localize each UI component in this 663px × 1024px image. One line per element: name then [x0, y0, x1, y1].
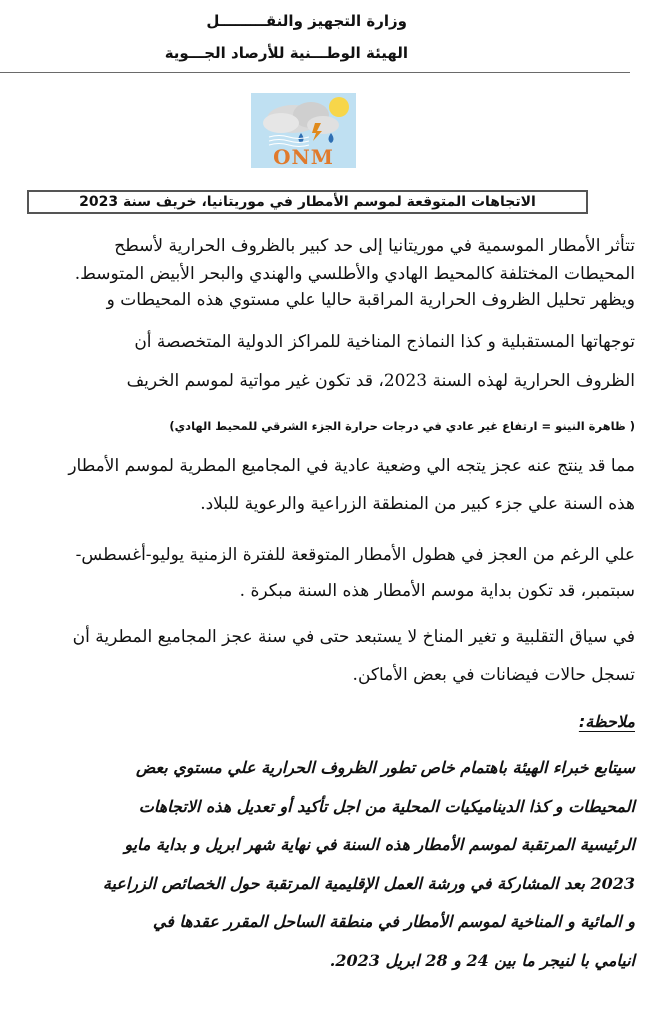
paragraph-4-line-2: تسجل حالات فيضانات في بعض الأماكن.	[352, 665, 635, 685]
note-heading: ملاحظة:	[578, 712, 635, 731]
paragraph-3-line-1: علي الرغم من العجز في هطول الأمطار المتوقعة للفترة الزمنية يوليو-أغسطس-	[75, 545, 635, 565]
el-nino-note: ( ظاهرة النينو = ارتفاع غير عادي في درجات حرارة الجزء الشرقي للمحيط الهادي)	[169, 419, 635, 433]
agency-name: الهيئة الوطـــنية للأرصاد الجـــوية	[164, 44, 408, 62]
note-line-6: انيامي با لنيجر ما بين 24 و 28 ابريل 2023.	[329, 951, 635, 970]
paragraph-1-line-3: ويظهر تحليل الظروف الحرارية المراقبة حاليا علي مستوي هذه المحيطات و	[106, 290, 635, 310]
paragraph-1-line-2: المحيطات المختلفة كالمحيط الهادي والأطلسي والهندي والبحر الأبيض المتوسط.	[74, 264, 635, 284]
paragraph-2-line-1: مما قد ينتج عنه عجز يتجه الي وضعية عادية في المجاميع المطرية لموسم الأمطار	[68, 456, 635, 476]
ministry-name: وزارة التجهيز والنقـــــــــل	[206, 12, 407, 30]
paragraph-2-line-2: هذه السنة علي جزء كبير من المنطقة الزراعية والرعوية للبلاد.	[200, 494, 635, 514]
header-divider	[0, 72, 630, 73]
note-line-4: 2023 بعد المشاركة في ورشة العمل الإقليمية المرتقبة حول الخصائص الزراعية	[102, 874, 635, 893]
note-line-2: المحيطات و كذا الديناميكيات المحلية من اجل تأكيد أو تعديل هذه الاتجاهات	[138, 797, 635, 816]
note-line-3: الرئيسية المرتقبة لموسم الأمطار هذه السنة في نهاية شهر ابريل و بداية مايو	[124, 835, 635, 854]
paragraph-1-line-4: توجهاتها المستقبلية و كذا النماذج المناخية للمراكز الدولية المتخصصة أن	[134, 332, 635, 352]
paragraph-1-line-5: الظروف الحرارية لهذه السنة 2023، قد تكون غير مواتية لموسم الخريف	[126, 371, 635, 391]
onm-logo	[251, 93, 356, 168]
paragraph-4-line-1: في سياق التقلبية و تغير المناخ لا يستبعد حتى في سنة عجز المجاميع المطرية أن	[72, 627, 635, 647]
paragraph-3-line-2: سبتمبر، قد تكون بداية موسم الأمطار هذه السنة مبكرة .	[239, 581, 635, 601]
document-title: الاتجاهات المتوقعة لموسم الأمطار في موريتانيا، خريف سنة 2023	[27, 190, 588, 214]
note-line-1: سيتابع خبراء الهيئة باهتمام خاص تطور الظروف الحرارية علي مستوي بعض	[135, 758, 635, 777]
note-line-5: و المائية و المناخية لموسم الأمطار في منطقة الساحل المقرر عقدها في	[152, 912, 635, 931]
logo-text: ONM	[273, 145, 334, 169]
paragraph-1-line-1: تتأثر الأمطار الموسمية في موريتانيا إلى حد كبير بالظروف الحرارية لأسطح	[114, 236, 635, 256]
